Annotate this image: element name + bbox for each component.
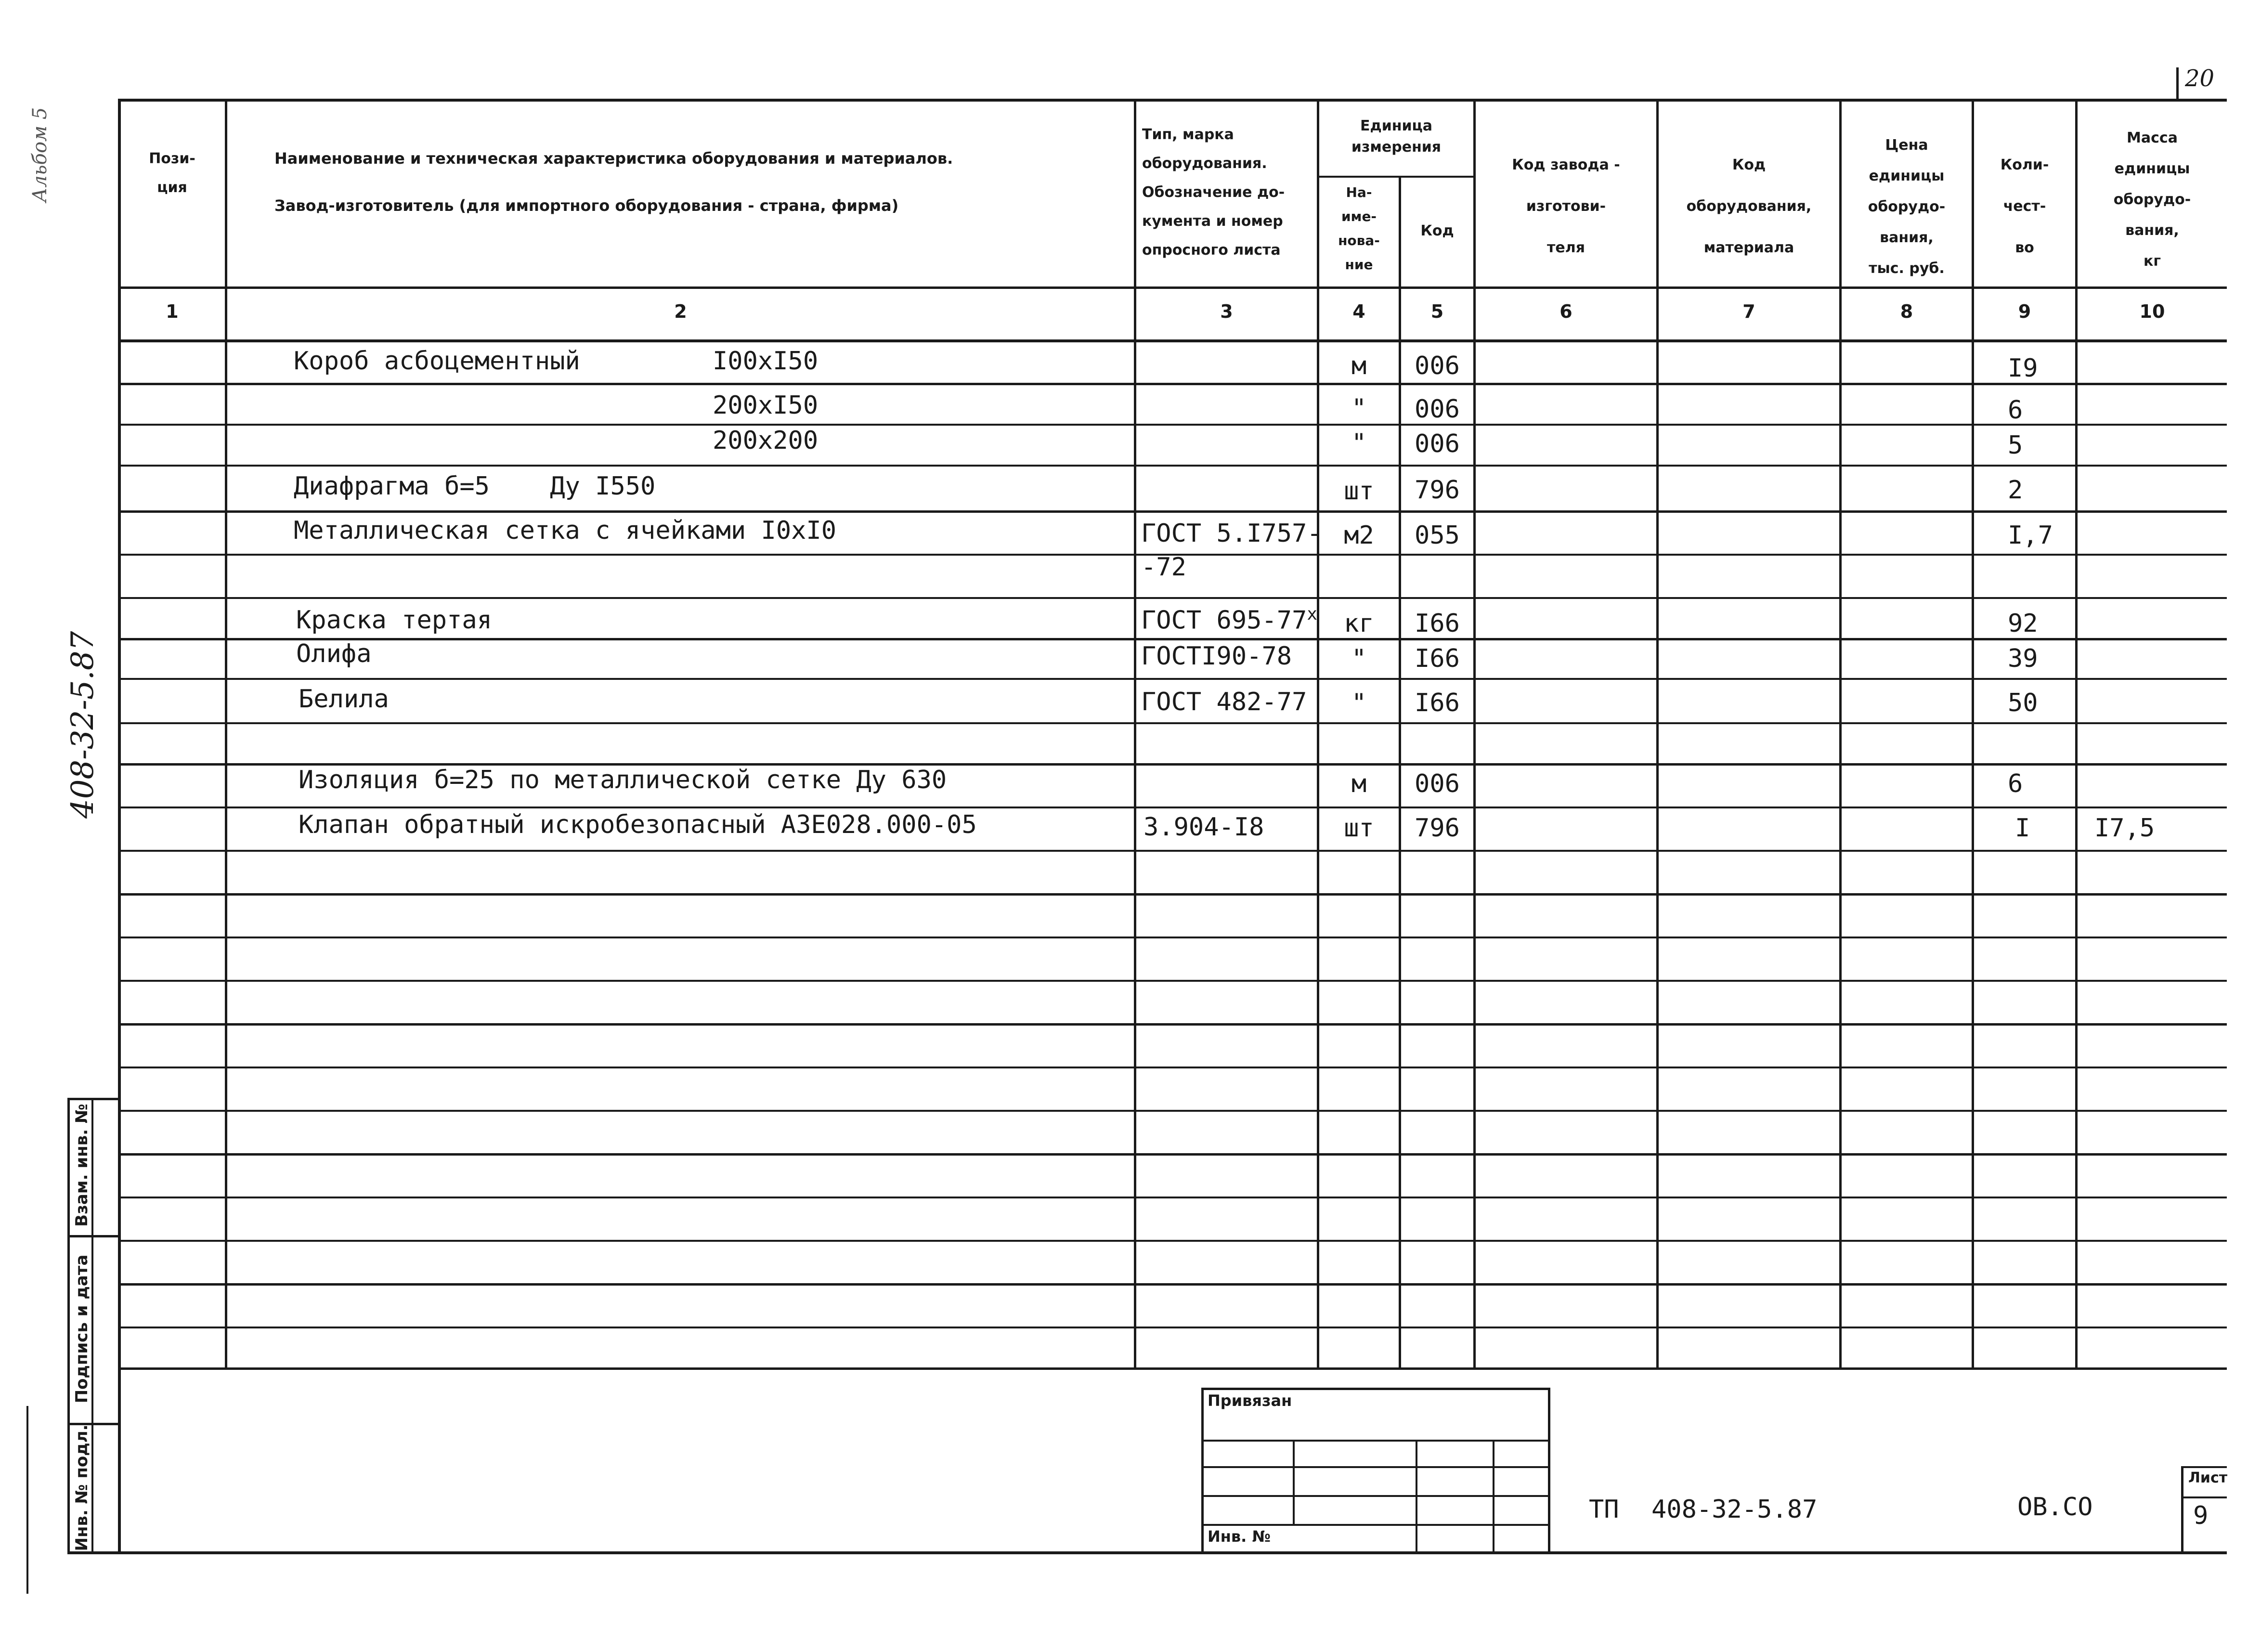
row-9-code: 006 <box>1415 769 1460 798</box>
list-number: 9 <box>2193 1501 2209 1530</box>
column-number-1: 1 <box>166 301 179 322</box>
header-unit-code: Код <box>1420 222 1454 239</box>
row-1-code: 006 <box>1415 351 1460 380</box>
side-label-replaced-inv: Взам. инв. № <box>72 1104 91 1227</box>
row-rule <box>120 1327 2227 1328</box>
list-label: Лист <box>2188 1470 2228 1486</box>
row-7-qty: 39 <box>2008 644 2038 673</box>
row-rule <box>120 1283 2227 1286</box>
stamp-v-3 <box>1493 1440 1494 1553</box>
column-number-3: 3 <box>1220 301 1233 322</box>
row-8-type: ГОСТ 482-77 <box>1141 688 1307 716</box>
title-doc-code: 408-32-5.87 <box>1651 1495 1818 1524</box>
col-line-5 <box>1473 101 1476 1370</box>
header-unit-group: Единица измерения <box>1351 117 1442 156</box>
header-mass: Масса единицы оборудо- вания, кг <box>2113 130 2191 270</box>
row-rule <box>120 980 2227 982</box>
margin-line <box>26 1406 28 1594</box>
row-5-type: ГОСТ 5.I757- <box>1141 519 1322 548</box>
stamp-h-3 <box>1201 1495 1550 1497</box>
row-rule <box>120 937 2227 938</box>
row-7-code: I66 <box>1415 644 1460 673</box>
row-4-code: 796 <box>1415 476 1460 505</box>
list-box-mid <box>2181 1496 2227 1498</box>
row-2-size: 200хI50 <box>713 391 819 420</box>
header-type: Тип, марка оборудования. Обозначение до- кумента и номер опросного листа <box>1142 126 1285 259</box>
side-strip-inner <box>91 1098 93 1554</box>
side-document-code: 408-32-5.87 <box>65 631 101 819</box>
sheet-corner-number: 20 <box>2185 65 2215 92</box>
row-9-qty: 6 <box>2008 769 2023 798</box>
row-4-qty: 2 <box>2008 476 2023 505</box>
col-line-3 <box>1317 101 1319 1370</box>
row-10-code: 796 <box>1415 814 1460 843</box>
col-line-8 <box>1972 101 1974 1370</box>
row-rule <box>120 806 2227 808</box>
column-number-6: 6 <box>1559 301 1572 322</box>
col-line-9 <box>2075 101 2078 1370</box>
row-7-unit: " <box>1351 644 1367 673</box>
row-rule <box>120 722 2227 724</box>
column-number-5: 5 <box>1430 301 1444 322</box>
title-tp: ТП <box>1589 1495 1619 1524</box>
row-rule <box>120 893 2227 896</box>
column-number-8: 8 <box>1900 301 1913 322</box>
row-6-unit: кг <box>1344 609 1374 638</box>
album-label: Альбом 5 <box>29 107 51 202</box>
header-equipment-code: Код оборудования, материала <box>1686 156 1812 256</box>
row-1-size: I00хI50 <box>713 347 819 376</box>
header-factory-code: Код завода - изготови- теля <box>1512 156 1620 256</box>
row-3-unit: " <box>1351 429 1367 457</box>
column-number-2: 2 <box>674 301 687 322</box>
row-1-unit: м <box>1351 351 1367 380</box>
row-rule <box>120 465 2227 467</box>
row-rule <box>120 850 2227 852</box>
row-rule <box>120 510 2227 513</box>
frame-bottom <box>67 1551 2227 1554</box>
row-6-type: ГОСТ $695-77^х$ <box>1141 604 1318 635</box>
row-rule <box>120 678 2227 680</box>
stamp-h-1 <box>1201 1440 1550 1442</box>
header-unit-name: На- име- нова- ние <box>1338 184 1380 273</box>
row-2-unit: " <box>1351 394 1367 423</box>
column-number-9: 9 <box>2018 301 2031 322</box>
col-line-1 <box>225 99 227 1370</box>
row-rule <box>120 1023 2227 1026</box>
header-price: Цена единицы оборудо- вания, тыс. руб. <box>1868 137 1946 277</box>
row-rule <box>120 638 2227 640</box>
side-strip-left <box>67 1098 70 1554</box>
list-box-top <box>2181 1466 2227 1468</box>
row-6-code: I66 <box>1415 609 1460 638</box>
row-3-code: 006 <box>1415 429 1460 458</box>
row-4-name: Диафрагма б=5 Ду I550 <box>294 472 656 501</box>
header-name: Наименование и техническая характеристика оборудования и материалов. Завод-изготовитель (для импортного оборудования - страна, фирма) <box>274 149 953 215</box>
row-5-name: Металлическая сетка с ячейками I0хI0 <box>294 516 837 545</box>
row-2-qty: 6 <box>2008 396 2023 425</box>
row-rule <box>120 1153 2227 1156</box>
row-rule <box>120 1067 2227 1068</box>
column-number-10: 10 <box>2139 301 2165 322</box>
row-5-qty: I,7 <box>2008 521 2053 550</box>
frame-right-corner <box>2176 67 2179 101</box>
frame-top <box>118 99 2227 102</box>
row-10-name: Клапан обратный искробезопасный АЗЕ028.000-05 <box>299 810 977 839</box>
row-8-code: I66 <box>1415 689 1460 717</box>
row-9-name: Изоляция б=25 по металлической сетке Ду 630 <box>299 766 947 794</box>
row-rule <box>120 597 2227 599</box>
row-10-qty: I <box>2015 814 2030 843</box>
stamp-h-2 <box>1201 1466 1550 1468</box>
stamp-right <box>1548 1388 1550 1554</box>
row-10-mass: I7,5 <box>2094 814 2155 843</box>
stamp-v-2 <box>1416 1440 1417 1553</box>
col-line-6 <box>1656 101 1659 1370</box>
stamp-h-4 <box>1201 1524 1550 1526</box>
row-5-code: 055 <box>1415 521 1460 550</box>
row-9-unit: м <box>1351 769 1367 798</box>
row-6-name: Краска тертая <box>296 606 492 635</box>
row-2-code: 006 <box>1415 395 1460 424</box>
row-1-qty: I9 <box>2008 354 2038 383</box>
stamp-left <box>1201 1388 1204 1554</box>
stamp-top <box>1201 1388 1550 1390</box>
side-label-original-inv: Инв. № подл. <box>72 1424 91 1551</box>
stamp-v-1 <box>1293 1440 1295 1524</box>
row-10-unit: шт <box>1344 814 1374 843</box>
row-8-qty: 50 <box>2008 689 2038 717</box>
row-rule <box>120 1197 2227 1198</box>
col-line-2 <box>1134 101 1136 1370</box>
row-3-size: 200х200 <box>713 426 819 455</box>
header-quantity: Коли- чест- во <box>2000 156 2049 256</box>
row-5-type-cont: -72 <box>1141 553 1186 582</box>
col-line-7 <box>1839 101 1842 1370</box>
table-bottom <box>118 1367 2227 1370</box>
row-7-type: ГОСТI90-78 <box>1141 642 1292 671</box>
row-4-unit: шт <box>1344 477 1374 506</box>
row-rule <box>120 1240 2227 1242</box>
column-number-7: 7 <box>1742 301 1755 322</box>
row-10-type: 3.904-I8 <box>1143 813 1264 842</box>
unit-group-rule <box>1317 176 1473 178</box>
list-box-left <box>2181 1466 2183 1553</box>
stamp-privyazan-label: Привязан <box>1208 1392 1292 1410</box>
row-8-unit: " <box>1351 689 1367 717</box>
colnum-rule <box>118 339 2227 342</box>
side-label-signature-date: Подпись и дата <box>72 1254 91 1404</box>
row-rule <box>120 383 2227 385</box>
row-7-name: Олифа <box>296 639 372 668</box>
header-position: Пози- ция <box>149 150 195 196</box>
row-rule <box>120 424 2227 426</box>
row-8-name: Белила <box>299 685 389 714</box>
row-6-qty: 92 <box>2008 609 2038 638</box>
row-3-qty: 5 <box>2008 431 2023 460</box>
column-number-4: 4 <box>1352 301 1365 322</box>
row-rule <box>120 1110 2227 1112</box>
title-mark: ОВ.СО <box>2017 1493 2093 1522</box>
row-5-unit: м2 <box>1344 521 1374 550</box>
row-1-name: Короб асбоцементный <box>294 347 580 376</box>
stamp-inv-label: Инв. № <box>1208 1527 1271 1546</box>
header-rule <box>118 286 2227 289</box>
